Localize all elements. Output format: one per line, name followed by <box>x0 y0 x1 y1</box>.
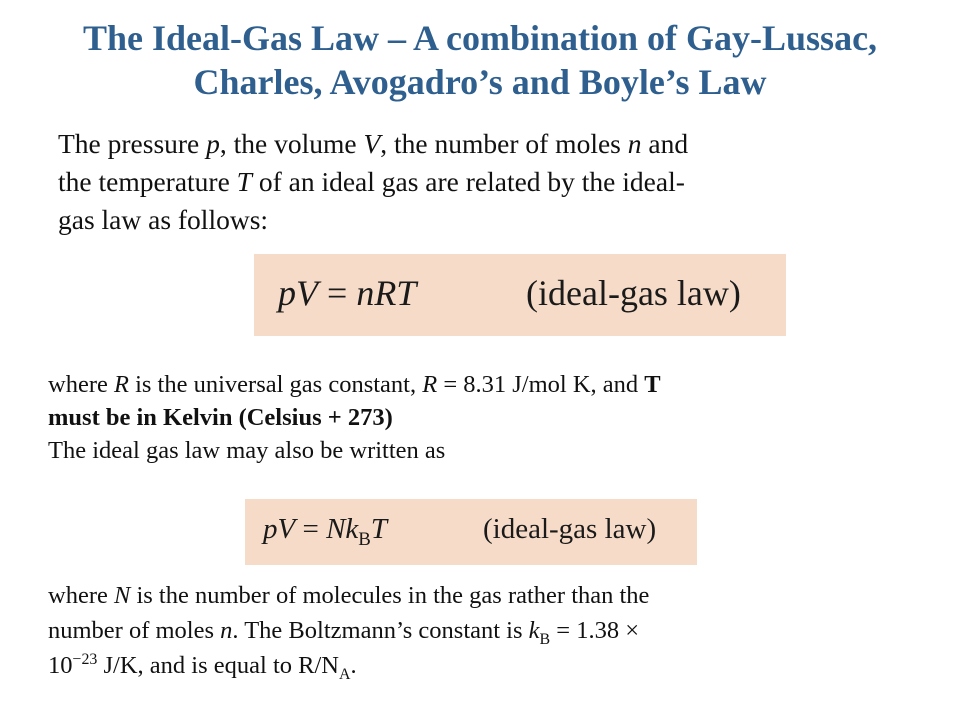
eq-equals: = <box>318 273 357 313</box>
var-R: R <box>113 371 129 398</box>
var-N: N <box>113 582 131 609</box>
var-k: k <box>528 617 540 644</box>
para2-line-1 <box>48 368 908 401</box>
var-n: n <box>627 128 642 159</box>
intro-text: , the volume <box>219 128 364 159</box>
bold-T: T <box>644 371 661 398</box>
para-text: = 8.31 J/mol K, and <box>437 371 645 398</box>
para-text: is the number of molecules in the gas rather than the <box>130 582 650 609</box>
para-text: where <box>48 582 114 609</box>
subscript-B: B <box>539 630 551 648</box>
kelvin-note: must be in Kelvin (Celsius + 273) <box>48 404 393 431</box>
eq-term-nRT: nRT <box>356 273 417 313</box>
eq-term-pV: pV <box>278 273 318 313</box>
title-line-1: The Ideal-Gas Law – A combination of Gay-Lussac, <box>82 18 878 58</box>
intro-text: The pressure <box>58 128 207 159</box>
para-text: . <box>350 652 357 679</box>
para-text: 10 <box>48 652 73 679</box>
para3-line-2 <box>48 613 908 648</box>
eq-term-pV: pV <box>263 513 296 545</box>
var-R: R <box>422 371 438 398</box>
intro-line-1 <box>58 125 878 163</box>
exponent: −23 <box>72 650 98 668</box>
gas-constant-paragraph <box>48 368 908 467</box>
intro-line-2 <box>58 163 878 201</box>
eq-equals: = <box>295 513 327 545</box>
eq-term-Nk: Nk <box>326 513 359 545</box>
equation-pv-nrt <box>278 272 416 314</box>
var-n: n <box>220 617 233 644</box>
intro-text: the temperature <box>58 166 237 197</box>
intro-text: , the number of moles <box>380 128 628 159</box>
equation-label: (ideal-gas law) <box>483 513 657 545</box>
para-text: . The Boltzmann’s constant is <box>232 617 529 644</box>
para-text: where <box>48 371 114 398</box>
eq-subscript-B: B <box>358 528 371 550</box>
title-line-2: Charles, Avogadro’s and Boyle’s Law <box>193 62 767 102</box>
equation-pv-nkbt <box>263 513 388 550</box>
para2-line-2 <box>48 401 908 434</box>
var-p: p <box>206 128 220 159</box>
eq-term-T: T <box>370 513 388 545</box>
intro-text: and <box>641 128 689 159</box>
boltzmann-paragraph <box>48 578 908 683</box>
boltzmann-equation-box <box>245 499 697 565</box>
slide-title <box>30 16 930 104</box>
intro-paragraph <box>58 125 878 239</box>
para2-line-3: The ideal gas law may also be written as <box>48 437 446 464</box>
para-text: is the universal gas constant, <box>128 371 423 398</box>
ideal-gas-equation-box <box>254 254 786 336</box>
intro-line-3: gas law as follows: <box>58 204 269 235</box>
para3-line-1 <box>48 578 908 613</box>
para-text: = 1.38 × <box>550 617 640 644</box>
para-text: number of moles <box>48 617 221 644</box>
var-T: T <box>236 166 252 197</box>
para-text: J/K, and is equal to R/N <box>97 652 339 679</box>
para3-line-3 <box>48 648 908 683</box>
intro-text: of an ideal gas are related by the ideal- <box>251 166 685 197</box>
equation-label: (ideal-gas law) <box>526 273 741 313</box>
var-V: V <box>363 128 381 159</box>
subscript-A: A <box>338 665 351 683</box>
